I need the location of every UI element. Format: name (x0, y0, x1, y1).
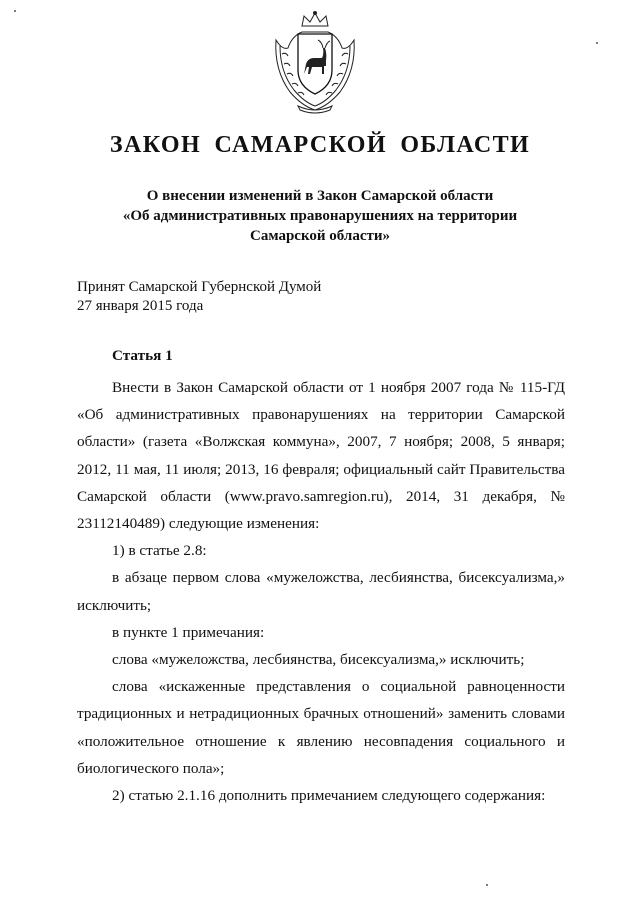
paragraph: слова «мужеложства, лесбиянства, бисексуализма,» исключить; (112, 651, 525, 669)
subtitle-line: Самарской области» (250, 228, 390, 244)
paragraph: в пункте 1 примечания: (112, 623, 265, 641)
article-body (77, 342, 565, 809)
law-subtitle (80, 186, 560, 246)
scan-speck (14, 10, 16, 12)
paragraph: Внести в Закон Самарской области от 1 ноября 2007 года № 115-ГД «Об административных правонарушениях на территории Самарской области» (газета «Волжская коммуна», 2007, 7 ноября; 2008, 5 января; 2012, 11 мая, 11 июля; 2013, 16 февраля; официальный сайт Правительства Самарской области (www.pravo.samregion.ru), 2014, 31 декабря, № 23112140489) следующие изменения: (77, 379, 565, 533)
adoption-body: Принят Самарской Губернской Думой (77, 279, 322, 295)
list-item: 1) в статье 2.8: (112, 542, 207, 560)
scan-speck (486, 884, 488, 886)
samara-coat-of-arms-icon (268, 10, 362, 116)
adoption-date: 27 января 2015 года (77, 298, 204, 314)
list-item: 2) статью 2.1.16 дополнить примечанием следующего содержания: (112, 787, 546, 805)
subtitle-line: О внесении изменений в Закон Самарской области (146, 188, 494, 204)
scan-speck (596, 42, 598, 44)
article-heading: Статья 1 (112, 347, 173, 364)
paragraph: в абзаце первом слова «мужеложства, лесбиянства, бисексуализма,» исключить; (77, 569, 565, 614)
adoption-info (77, 278, 321, 316)
paragraph: слова «искаженные представления о социальной равноценности традиционных и нетрадиционных брачных отношений» заменить словами «положительное отношение к явлению несовпадения социального и биологического пола»; (77, 678, 565, 777)
subtitle-line: «Об административных правонарушениях на территории (122, 208, 518, 224)
law-title: ЗАКОН САМАРСКОЙ ОБЛАСТИ (109, 132, 531, 158)
